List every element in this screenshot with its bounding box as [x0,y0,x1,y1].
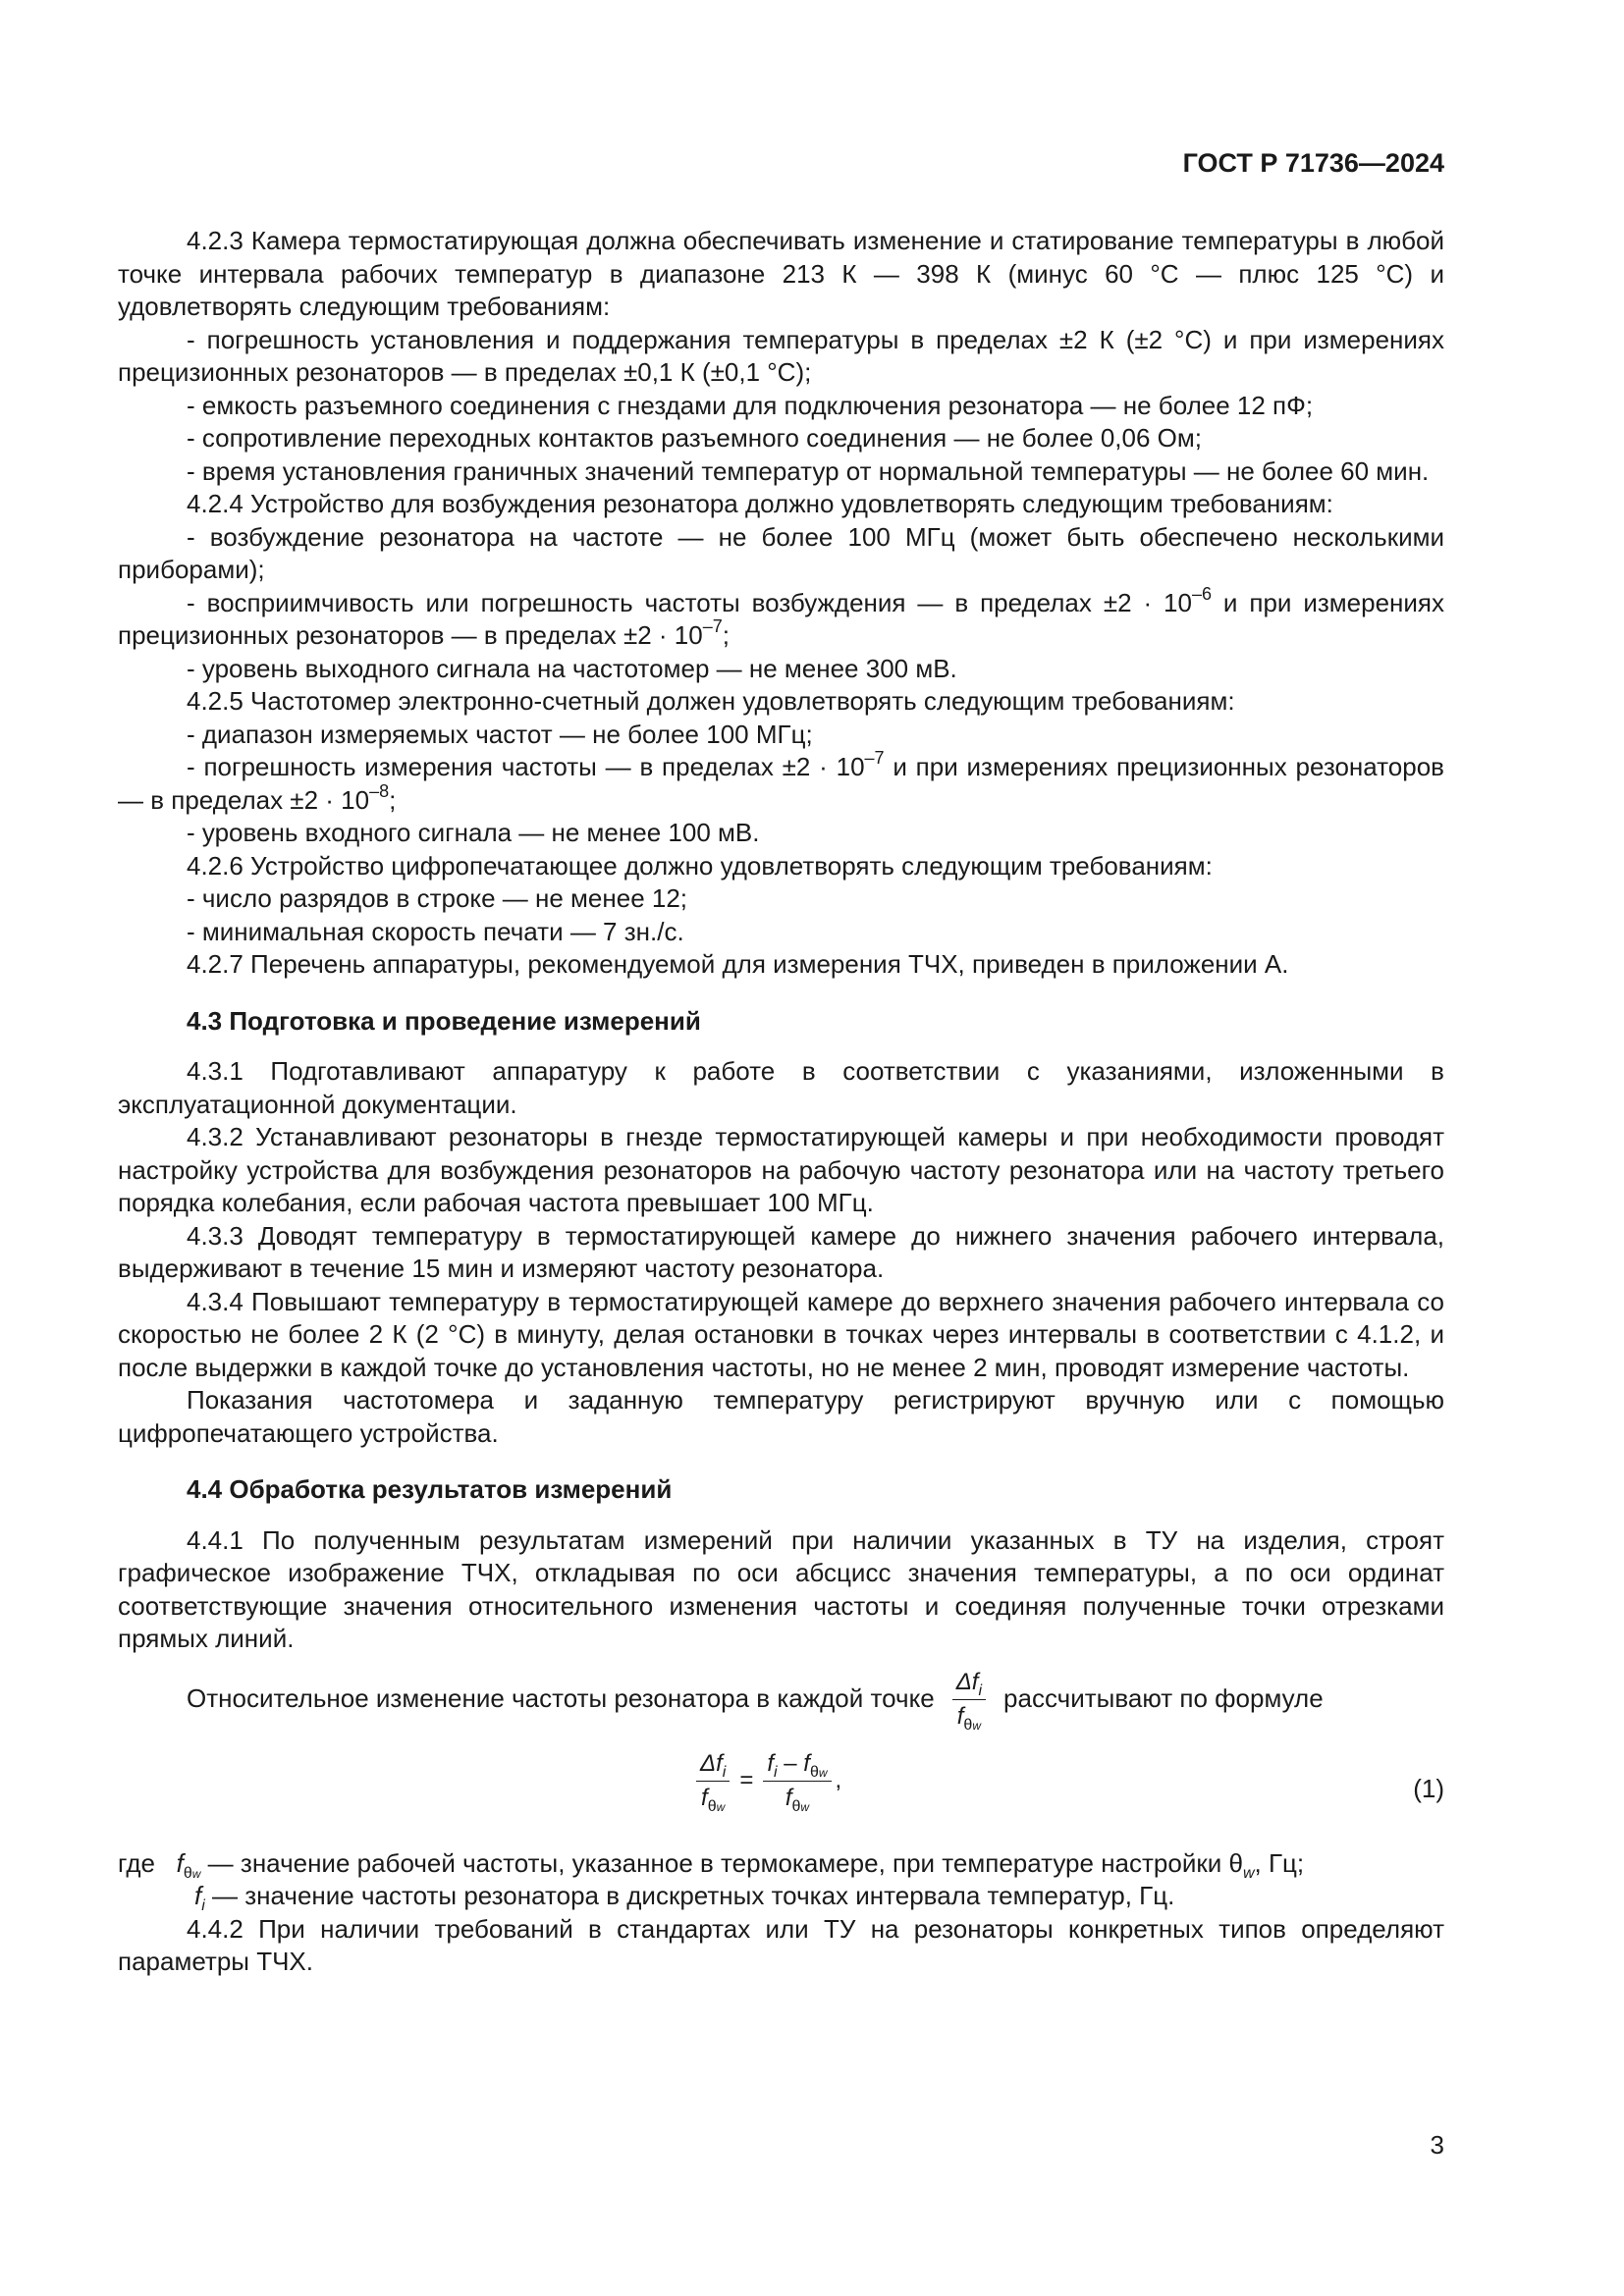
where-clause-2: $f_i$ — значение частоты резонатора в дискретных точках интервала температур, Гц. [194,1881,1175,1915]
clause-4-3-3: 4.3.3 Доводят температуру в термостатирующей камере до нижнего значения рабочего интервала, выдерживают в течение 15 мин и измеряют частоту резонатора. [118,1220,1444,1283]
section-heading-4-4: 4.4 Обработка результатов измерений [187,1474,673,1504]
list-item: - минимальная скорость печати — 7 зн./с. [187,916,684,946]
list-item: - сопротивление переходных контактов разъемного соединения — не более 0,06 Ом; [187,423,1202,453]
list-item: - диапазон измеряемых частот — не более 100 МГц; [187,719,813,749]
list-item: - погрешность установления и поддержания температуры в пределах ±2 К (±2 °С) и при измерениях прецизионных резонаторов — в пределах ±0,1 К (±0,1 °С); [118,324,1444,387]
page-number: 3 [1430,2130,1444,2160]
list-item-with-exponents: - восприимчивость или погрешность частоты возбуждения — в пределах $\pm 2 \cdot 10^{-6}$ и при измерениях прецизионных резонаторов — в пределах $\pm 2 \cdot 10^{-7}$; [118,583,1444,650]
standard-header: ГОСТ Р 71736—2024 [1182,148,1444,178]
formula-number: (1) [1413,1773,1444,1803]
exponent: –7 [702,616,723,637]
list-item: - уровень выходного сигнала на частотомер — не менее 300 мВ. [187,653,957,683]
formula-1: $\frac{\Delta f_i}{f_{\theta w}}$ = $\frac{f_i - f_{\theta w}}{f_{\theta w}}$ , (1) [118,1741,1444,1840]
list-item: - возбуждение резонатора на частоте — не более 100 МГц (может быть обеспечено несколькими приборами); [118,521,1444,584]
clause-4-2-7: 4.2.7 Перечень аппаратуры, рекомендуемой для измерения ТЧХ, приведен в приложении А. [187,949,1289,979]
list-item: - время установления граничных значений температур от нормальной температуры — не более 60 мин. [187,455,1430,486]
clause-4-2-4: 4.2.4 Устройство для возбуждения резонатора должно удовлетворять следующим требованиям: [187,489,1333,518]
section-heading-4-3: 4.3 Подготовка и проведение измерений [187,1005,701,1036]
exponent: –8 [369,780,390,801]
list-item-with-exponents: - погрешность измерения частоты — в пределах $\pm 2 \cdot 10^{-7}$ и при измерениях прецизионных резонаторов — в пределах $\pm 2 \cdot 10^{-8}$; [118,748,1444,815]
where-clause-1: где $f_{\theta w}$ — значение рабочей частоты, указанное в термокамере, при температуре настройки $\theta_w$, Гц; [118,1847,1305,1882]
list-item: - емкость разъемного соединения с гнездами для подключения резонатора — не более 12 пФ; [187,390,1314,420]
formula-rhs-fraction: $\frac{f_i - f_{\theta w}}{f_{\theta w}}$ [763,1749,831,1813]
clause-4-2-6: 4.2.6 Устройство цифропечатающее должно удовлетворять следующим требованиям: [187,850,1213,881]
relative-change-fraction: $\frac{\Delta f_i}{f_{\theta w}}$ [952,1668,986,1732]
clause-4-4-1: 4.4.1 По полученным результатам измерений при наличии указанных в ТУ на изделия, строят графическое изображение ТЧХ, откладывая по оси абсцисс значения температуры, а по оси ординат соответствующие значения относительного изменения частоты и соединяя полученные точки отрезками прямых линий. [118,1524,1444,1653]
clause-4-3-1: 4.3.1 Подготавливают аппаратуру к работе в соответствии с указаниями, изложенными в эксплуатационной документации. [118,1056,1444,1119]
formula-lhs-fraction: $\frac{\Delta f_i}{f_{\theta w}}$ [696,1749,730,1813]
relative-change-sentence: Относительное изменение частоты резонатора в каждой точке $\frac{\Delta f_i}{f_{\theta w}}$ рассчитывают по формуле [187,1668,1324,1734]
list-item: - уровень входного сигнала — не менее 100 мВ. [187,818,760,847]
exponent: –7 [864,748,885,769]
clause-4-2-5: 4.2.5 Частотомер электронно-счетный должен удовлетворять следующим требованиям: [187,686,1235,716]
list-item: - число разрядов в строке — не менее 12; [187,883,688,913]
clause-4-4-2: 4.4.2 При наличии требований в стандартах или ТУ на резонаторы конкретных типов определяют параметры ТЧХ. [118,1913,1444,1976]
clause-4-3-2: 4.3.2 Устанавливают резонаторы в гнезде термостатирующей камеры и при необходимости проводят настройку устройства для возбуждения резонаторов на рабочую частоту резонатора или на частоту третьего порядка колебания, если рабочая частота превышает 100 МГц. [118,1122,1444,1217]
document-body [118,225,1444,1979]
clause-4-3-4: 4.3.4 Повышают температуру в термостатирующей камере до верхнего значения рабочего интервала со скоростью не более 2 К (2 °С) в минуту, делая остановки в точках через интервалы в соответствии с 4.1.2, и после выдержки в каждой точке до установления частоты, но не менее 2 мин, проводят измерение частоты. [118,1286,1444,1382]
paragraph: Показания частотомера и заданную температуру регистрируют вручную или с помощью цифропечатающего устройства. [118,1385,1444,1448]
clause-4-2-3: 4.2.3 Камера термостатирующая должна обеспечивать изменение и статирование температуры в любой точке интервала рабочих температур в диапазоне 213 К — 398 К (минус 60 °С — плюс 125 °С) и удовлетворять следующим требованиям: [118,226,1444,321]
exponent: –6 [1191,583,1212,604]
